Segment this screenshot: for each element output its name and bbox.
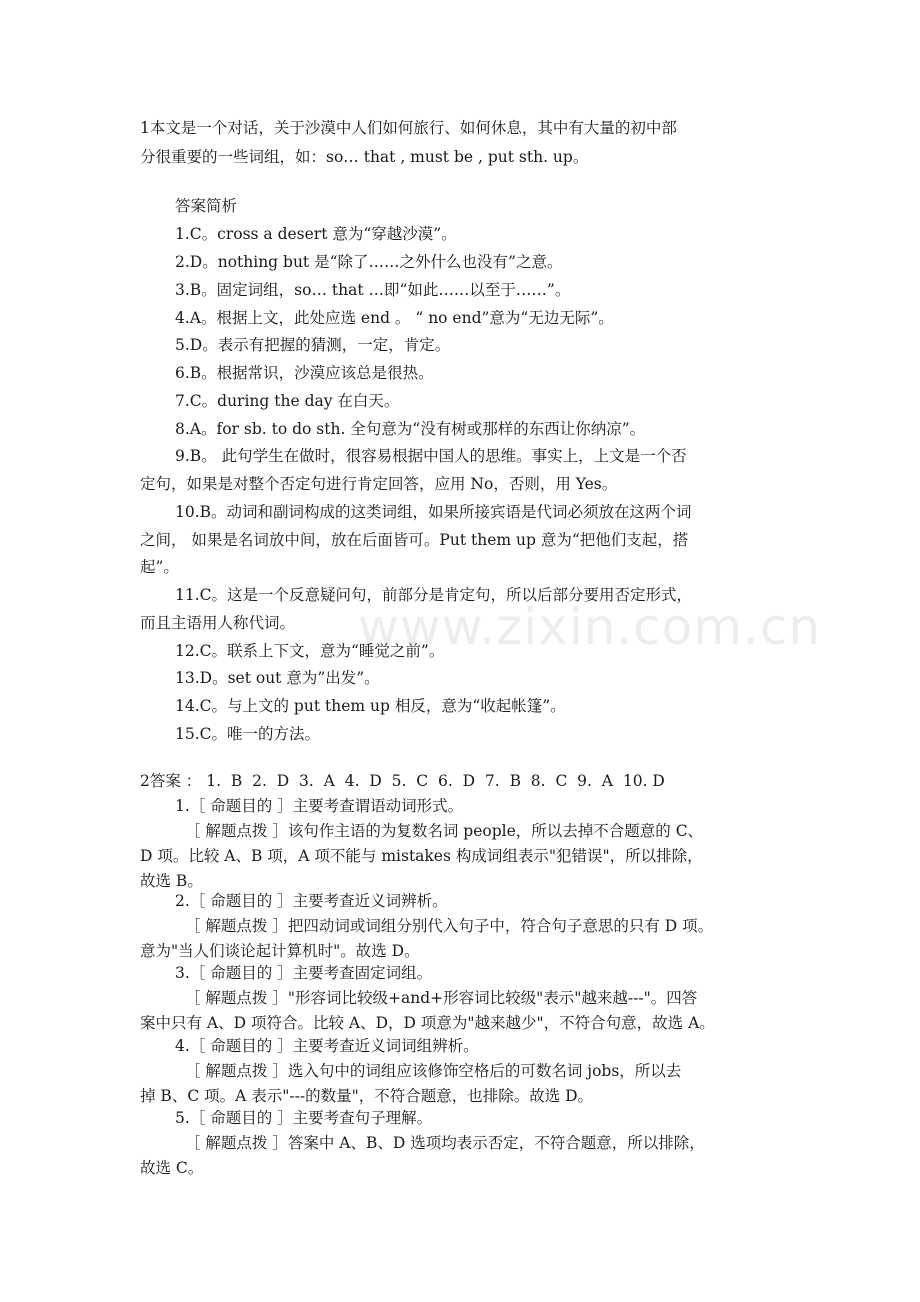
analysis-line: 案中只有 A、D 项符合。比较 A、D，D 项意为"越来越少"，不符合句意，故选 A。 [140,1014,715,1032]
intro-line: 1本文是一个对话，关于沙漠中人们如何旅行、如何休息，其中有大量的初中部 [140,119,677,137]
answer-line: 11.C。这是一个反意疑问句，前部分是肯定句，所以后部分要用否定形式， [175,586,693,604]
answer-line: 13.D。set out 意为”出发”。 [175,669,380,687]
answer-line: 2.D。nothing but 是“除了……之外什么也没有”之意。 [175,253,563,271]
analysis-line: 2.［ 命题目的 ］主要考查近义词辨析。 [175,892,448,910]
answer-line: 而且主语用人称代词。 [140,614,296,632]
analysis-line: ［ 解题点拨 ］把四动词或词组分别代入句子中，符合句子意思的只有 D 项。 [185,917,714,935]
answer-line: 5.D。表示有把握的猜测，一定，肯定。 [175,336,451,354]
intro-line: 分很重要的一些词组，如：so… that , must be , put sth. up。 [140,148,589,166]
answer-line: 14.C。与上文的 put them up 相反，意为“收起帐篷”。 [175,697,566,715]
analysis-line: 故选 B。 [140,872,203,890]
answer-line: 15.C。唯一的方法。 [175,725,321,743]
answer-line: 1.C。cross a desert 意为“穿越沙漠”。 [175,225,457,243]
answer-line: 3.B。固定词组，so… that …即“如此……以至于……”。 [175,281,571,299]
answer-line: 12.C。联系上下文，意为“睡觉之前”。 [175,642,445,660]
analysis-line: ［ 解题点拨 ］"形容词比较级+and+形容词比较级"表示"越来越---"。四答 [185,989,698,1007]
answer-line: 9.B。 此句学生在做时，很容易根据中国人的思维。事实上，上文是一个否 [175,447,687,465]
analysis-line: 故选 C。 [140,1159,204,1177]
answer-line: 定句，如果是对整个否定句进行肯定回答，应用 No，否则，用 Yes。 [140,475,618,493]
answer-line: 4.A。根据上文，此处应选 end 。 “ no end”意为“无边无际”。 [175,309,614,327]
analysis-line: 5.［ 命题目的 ］主要考查句子理解。 [175,1109,433,1127]
answer-line: 8.A。for sb. to do sth. 全句意为“没有树或那样的东西让你纳凉”。 [175,420,646,438]
analysis-line: ［ 解题点拨 ］答案中 A、B、D 选项均表示否定，不符合题意，所以排除， [185,1134,705,1152]
answer-line: 6.B。根据常识，沙漠应该总是很热。 [175,364,434,382]
answer-line: 起”。 [140,558,179,576]
analysis-line: 4.［ 命题目的 ］主要考查近义词词组辨析。 [175,1037,479,1055]
analysis-line: ［ 解题点拨 ］选入句中的词组应该修饰空格后的可数名词 jobs，所以去 [185,1062,682,1080]
watermark: www.zixin.com.cn [358,598,822,656]
answer-line: 10.B。动词和副词构成的这类词组，如果所接宾语是代词必须放在这两个词 [175,503,692,521]
answer-line: 之间， 如果是名词放中间，放在后面皆可。Put them up 意为“把他们支起，搭 [140,531,689,549]
analysis-line: D 项。比较 A、B 项，A 项不能与 mistakes 构成词组表示"犯错误"，所以排除， [140,847,703,865]
answer-key-line: 2答案 ： 1. B 2. D 3. A 4. D 5. C 6. D 7. B 8. C 9. A 10. D [140,772,665,790]
analysis-line: 3.［ 命题目的 ］主要考查固定词组。 [175,964,433,982]
analysis-line: ［ 解题点拨 ］该句作主语的为复数名词 people，所以去掉不合题意的 C、 [185,822,704,840]
analysis-line: 掉 B、C 项。A 表示"---的数量"，不符合题意，也排除。故选 D。 [140,1087,594,1105]
section-heading: 答案简析 [175,197,238,215]
analysis-line: 1.［ 命题目的 ］主要考查谓语动词形式。 [175,797,464,815]
analysis-line: 意为"当人们谈论起计算机时"。故选 D。 [140,942,420,960]
answer-line: 7.C。during the day 在白天。 [175,392,400,410]
